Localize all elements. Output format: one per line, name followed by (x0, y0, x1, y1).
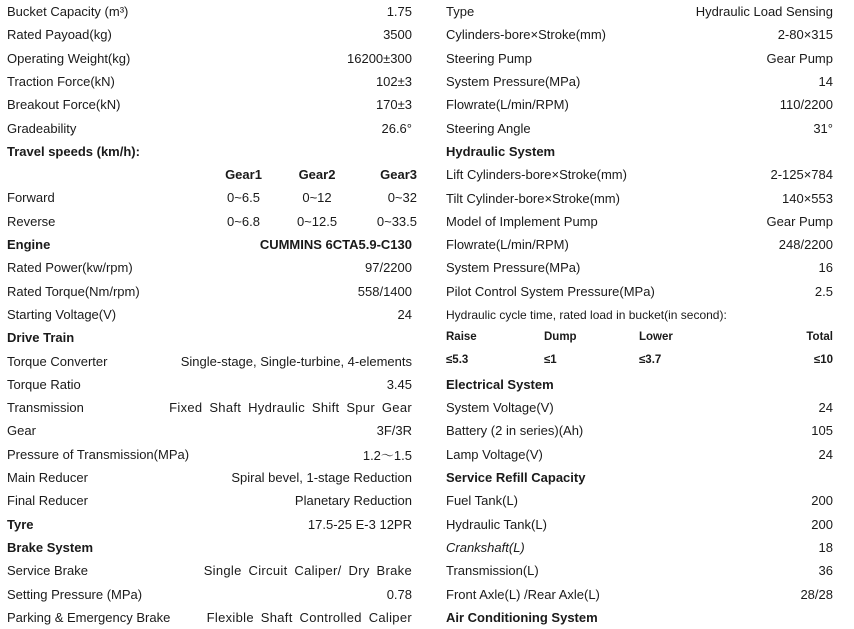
spec-label: Pressure of Transmission(MPa) (7, 446, 190, 462)
spec-label: Steering Angle (446, 120, 531, 136)
spec-value: 200 (811, 493, 833, 509)
spec-row-tilt-cylinder (446, 186, 833, 209)
spec-value: 24 (818, 400, 833, 416)
spec-value: 31° (813, 120, 833, 136)
section-heading-travel-speeds (7, 140, 412, 163)
spec-value: 2.5 (814, 283, 833, 299)
spec-label: Pilot Control System Pressure(MPa) (446, 283, 655, 299)
spec-row-hydraulic-tank (446, 513, 833, 536)
cycle-total-value: ≤10 (813, 354, 833, 367)
spec-label: Type (446, 4, 475, 20)
spec-label: Parking & Emergency Brake (7, 609, 171, 625)
spec-value: Gear Pump (766, 213, 833, 229)
spec-label: Model of Implement Pump (446, 213, 598, 229)
spec-label: Traction Force(kN) (7, 74, 115, 90)
spec-label: Steering Pump (446, 50, 532, 66)
spec-row-hydraulic-system-pressure (446, 256, 833, 279)
spec-value: 36 (818, 563, 833, 579)
spec-label: Torque Converter (7, 353, 108, 369)
spec-row-breakout-force (7, 93, 412, 116)
spec-label: Operating Weight(kg) (7, 50, 131, 66)
spec-label: Final Reducer (7, 493, 88, 509)
spec-label: Fuel Tank(L) (446, 493, 519, 509)
spec-value: 1.2～1.5 (362, 447, 412, 463)
spec-label: Flowrate(L/min/RPM) (446, 97, 569, 113)
section-heading-electrical-system (446, 373, 833, 396)
section-heading: Drive Train (7, 330, 75, 346)
spec-value: 170±3 (375, 97, 412, 113)
section-heading-engine (7, 233, 412, 256)
spec-label: Setting Pressure (MPa) (7, 586, 143, 602)
spec-row-starting-voltage (7, 303, 412, 326)
section-heading: Hydraulic System (446, 143, 556, 159)
spec-row-system-voltage (446, 396, 833, 419)
reverse-gear3: 0~33.5 (376, 213, 417, 229)
spec-value: 248/2200 (778, 237, 833, 253)
section-heading: Service Refill Capacity (446, 470, 586, 486)
spec-row-main-reducer (7, 466, 412, 489)
spec-row-lamp-voltage (446, 443, 833, 466)
section-heading: Brake System (7, 539, 93, 555)
section-heading: Air Conditioning System (446, 609, 598, 625)
spec-row-torque-ratio (7, 373, 412, 396)
section-heading-drive-train (7, 326, 412, 349)
section-heading: Engine (7, 237, 51, 253)
spec-row-gear (7, 419, 412, 442)
spec-value: 558/1400 (357, 283, 412, 299)
spec-label: Flowrate(L/min/RPM) (446, 237, 569, 253)
spec-value: 16 (818, 260, 833, 276)
gear-header-row (7, 163, 417, 186)
left-spec-column (7, 0, 417, 629)
spec-value: 14 (818, 74, 833, 90)
spec-row-traction-force (7, 70, 412, 93)
spec-label: System Pressure(MPa) (446, 260, 581, 276)
spec-row-operating-weight (7, 47, 412, 70)
spec-row-gradeability (7, 116, 412, 139)
gear2-header: Gear2 (298, 167, 336, 183)
spec-label: Rated Torque(Nm/rpm) (7, 283, 140, 299)
spec-label: Torque Ratio (7, 376, 81, 392)
section-heading-service-refill (446, 466, 833, 489)
spec-row-torque-converter (7, 349, 412, 372)
spec-label: Cylinders-bore×Stroke(mm) (446, 27, 607, 43)
spec-value: 1.75 (386, 4, 412, 20)
cycle-lower-value: ≤3.7 (639, 354, 662, 367)
spec-row-fuel-tank (446, 489, 833, 512)
spec-row-lift-cylinders (446, 163, 833, 186)
spec-value: 3.45 (386, 376, 412, 392)
cycle-time-caption-row (446, 303, 833, 326)
spec-label: Gear (7, 423, 36, 439)
spec-label: Transmission (7, 400, 84, 416)
spec-value: Planetary Reduction (294, 493, 412, 509)
spec-label: Breakout Force(kN) (7, 97, 121, 113)
reverse-gear1: 0~6.8 (227, 213, 260, 229)
spec-row-parking-brake (7, 606, 412, 629)
spec-row-implement-pump (446, 210, 833, 233)
reverse-speed-row (7, 210, 417, 233)
spec-value: Flexible Shaft Controlled Caliper (206, 609, 412, 625)
forward-speed-row (7, 186, 417, 209)
spec-label: Service Brake (7, 563, 88, 579)
spec-value: 3F/3R (376, 423, 412, 439)
spec-label: Rated Power(kw/rpm) (7, 260, 133, 276)
right-spec-column (446, 0, 833, 629)
cycle-dump-header: Dump (544, 331, 577, 344)
tyre-value: 17.5-25 E-3 12PR (307, 516, 412, 532)
spec-value: Single-stage, Single-turbine, 4-elements (180, 353, 412, 369)
spec-label: Hydraulic Tank(L) (446, 516, 547, 532)
spec-row-transmission-pressure (7, 443, 412, 466)
spec-value: 110/2200 (779, 97, 833, 113)
spec-label: Crankshaft(L) (446, 539, 525, 555)
cycle-raise-value: ≤5.3 (446, 354, 469, 367)
spec-value: 0.78 (386, 586, 412, 602)
spec-label: Transmission(L) (446, 563, 539, 579)
section-heading-tyre (7, 513, 412, 536)
spec-label: Gradeability (7, 120, 77, 136)
spec-value: 200 (811, 516, 833, 532)
forward-gear1: 0~6.5 (227, 190, 260, 206)
spec-label: Starting Voltage(V) (7, 307, 117, 322)
spec-row-pilot-pressure (446, 280, 833, 303)
section-heading-brake-system (7, 536, 412, 559)
spec-row-rated-power (7, 256, 412, 279)
spec-row-service-brake (7, 559, 412, 582)
spec-label: Lamp Voltage(V) (446, 446, 543, 462)
engine-model: CUMMINS 6CTA5.9-C130 (259, 237, 412, 253)
spec-row-steering-flowrate (446, 93, 833, 116)
spec-label: Tilt Cylinder-bore×Stroke(mm) (446, 190, 620, 206)
spec-label: System Pressure(MPa) (446, 74, 581, 90)
spec-value: 102±3 (375, 74, 412, 90)
spec-value: 2-125×784 (770, 167, 833, 183)
spec-row-steering-pump (446, 47, 833, 70)
section-heading: Travel speeds (km/h): (7, 143, 140, 159)
spec-value: 3500 (383, 27, 412, 43)
spec-label: Main Reducer (7, 470, 88, 486)
cycle-lower-header: Lower (639, 331, 673, 344)
spec-label: System Voltage(V) (446, 400, 554, 416)
spec-value: Hydraulic Load Sensing (695, 4, 833, 20)
gear3-header: Gear3 (380, 167, 417, 183)
spec-row-steering-system-pressure (446, 70, 833, 93)
gear1-header: Gear1 (225, 167, 262, 183)
section-heading: Electrical System (446, 376, 554, 392)
spec-label: Rated Payoad(kg) (7, 27, 112, 43)
spec-row-bucket-capacity (7, 0, 412, 23)
spec-value: 16200±300 (347, 50, 412, 66)
spec-row-transmission (7, 396, 412, 419)
spec-value: 2-80×315 (777, 27, 833, 43)
spec-value: Single Circuit Caliper/ Dry Brake (203, 563, 412, 579)
spec-row-final-reducer (7, 489, 412, 512)
spec-value: 28/28 (800, 586, 833, 602)
spec-row-rated-torque (7, 280, 412, 303)
section-heading: Tyre (7, 516, 34, 532)
spec-row-steering-cylinders (446, 23, 833, 46)
spec-value: 140×553 (782, 190, 833, 206)
spec-row-rated-payload (7, 23, 412, 46)
cycle-dump-value: ≤1 (544, 354, 557, 367)
spec-row-battery (446, 419, 833, 442)
spec-value: 24 (818, 446, 833, 462)
spec-value: Spiral bevel, 1-stage Reduction (231, 470, 412, 486)
forward-gear2: 0~12 (302, 190, 332, 206)
spec-value: 97/2200 (365, 260, 412, 276)
reverse-gear2: 0~12.5 (296, 213, 338, 229)
spec-value: 18 (818, 539, 833, 555)
cycle-values-row (446, 349, 833, 372)
cycle-time-caption: Hydraulic cycle time, rated load in bucket(in second): (446, 307, 727, 322)
spec-row-crankshaft (446, 536, 833, 559)
spec-label: Reverse (7, 213, 56, 229)
spec-value: 26.6° (381, 120, 412, 136)
spec-row-transmission-refill (446, 559, 833, 582)
spec-value: Fixed Shaft Hydraulic Shift Spur Gear (169, 400, 412, 416)
spec-label: Bucket Capacity (m³) (7, 4, 129, 20)
spec-label: Battery (2 in series)(Ah) (446, 423, 584, 439)
spec-label: Lift Cylinders-bore×Stroke(mm) (446, 167, 627, 183)
spec-label: Front Axle(L) /Rear Axle(L) (446, 586, 600, 602)
forward-gear3: 0~32 (387, 190, 417, 206)
spec-value: Gear Pump (766, 50, 833, 66)
spec-row-axles (446, 582, 833, 605)
spec-label: Forward (7, 190, 55, 206)
cycle-raise-header: Raise (446, 331, 477, 344)
section-heading-air-conditioning (446, 606, 833, 629)
spec-value: 24 (397, 307, 412, 322)
section-heading-hydraulic-system (446, 140, 833, 163)
cycle-header-row (446, 326, 833, 349)
spec-row-steering-angle (446, 116, 833, 139)
spec-row-setting-pressure (7, 582, 412, 605)
spec-value: 105 (811, 423, 833, 439)
spec-row-hydraulic-flowrate (446, 233, 833, 256)
spec-row-steering-type (446, 0, 833, 23)
cycle-total-header: Total (806, 331, 833, 344)
